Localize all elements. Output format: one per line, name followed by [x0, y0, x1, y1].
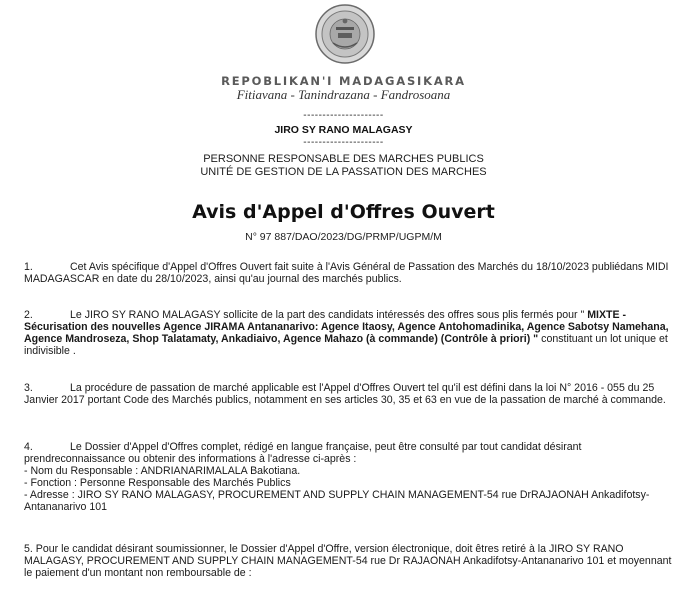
paragraph-suffix: constituant un lot unique et indivisible .: [24, 333, 668, 357]
notice-title: Avis d'Appel d'Offres Ouvert: [192, 201, 495, 223]
paragraph-text: La procédure de passation de marché applicable est l'Appel d'Offres Ouvert tel qu'il est défini dans la loi N° 2016 - 055 du 25 Janvier 2017 portant Code des Marchés publics, notamment en ses articles 30, 35 et 63 en vue de la passation de marché à commande.: [24, 382, 666, 406]
national-seal-emblem: [314, 3, 376, 65]
paragraph-text: Cet Avis spécifique d'Appel d'Offres Ouvert fait suite à l'Avis Général de Passation des Marchés du 18/10/2023 publiédans MIDI MADAGASCAR en date du 28/10/2023, ainsi qu'au journal des marchés publics.: [24, 261, 669, 285]
paragraph-5: [24, 543, 672, 579]
paragraph-1: [24, 261, 672, 285]
paragraph-number: 2.: [24, 309, 33, 321]
national-motto: Fitiavana - Tanindrazana - Fandrosoana: [236, 87, 451, 102]
contact-function: - Fonction : Personne Responsable des Marchés Publics: [24, 477, 291, 489]
organization-name: JIRO SY RANO MALAGASY: [274, 124, 413, 136]
notice-reference: N° 97 887/DAO/2023/DG/PRMP/UGPM/M: [245, 231, 442, 243]
paragraph-4: [24, 441, 672, 513]
separator-top: ---------------------: [303, 110, 384, 121]
republic-name: REPOBLIKAN'I MADAGASIKARA: [221, 74, 466, 88]
paragraph-intro: Le JIRO SY RANO MALAGASY sollicite de la part des candidats intéressés des offres sous plis fermés pour ": [70, 309, 585, 321]
contact-name: - Nom du Responsable : ANDRIANARIMALALA Bakotiana.: [24, 465, 301, 477]
procurement-unit-heading: UNITÉ DE GESTION DE LA PASSATION DES MARCHES: [200, 166, 487, 178]
procurement-object: MIXTE - Sécurisation des nouvelles Agence JIRAMA Antananarivo: Agence Itaosy, Agence Antohomadinika, Agence Sabotsy Namehana, Agence Mandroseza, Shop Talatamaty, Ankadiaivo, Agence Mahazo (à commande) (Contrôle à priori) ": [24, 309, 669, 345]
paragraph-number: 3.: [24, 382, 33, 394]
responsible-person-heading: PERSONNE RESPONSABLE DES MARCHES PUBLICS: [203, 153, 484, 165]
paragraph-3: [24, 382, 672, 406]
paragraph-number: 4.: [24, 441, 33, 453]
paragraph-text: Le Dossier d'Appel d'Offres complet, rédigé en langue française, peut être consulté par tout candidat désirant prendreconnaissance ou obtenir des informations à l'adresse ci-après :: [24, 441, 582, 465]
paragraph-2: [24, 309, 672, 357]
paragraph-number: 1.: [24, 261, 33, 273]
paragraph-text: 5. Pour le candidat désirant soumissionner, le Dossier d'Appel d'Offre, version électronique, doit êtres retiré à la JIRO SY RANO MALAGASY, PROCUREMENT AND SUPPLY CHAIN MANAGEMENT-54 rue Dr RAJAONAH Ankadifotsy-Antananarivo 101 et moyennant le paiement d'un montant non remboursable de :: [24, 543, 672, 579]
separator-bottom: ---------------------: [303, 137, 384, 148]
contact-address: - Adresse : JIRO SY RANO MALAGASY, PROCUREMENT AND SUPPLY CHAIN MANAGEMENT-54 rue DrRAJAONAH Ankadifotsy-Antananarivo 101: [24, 489, 650, 513]
